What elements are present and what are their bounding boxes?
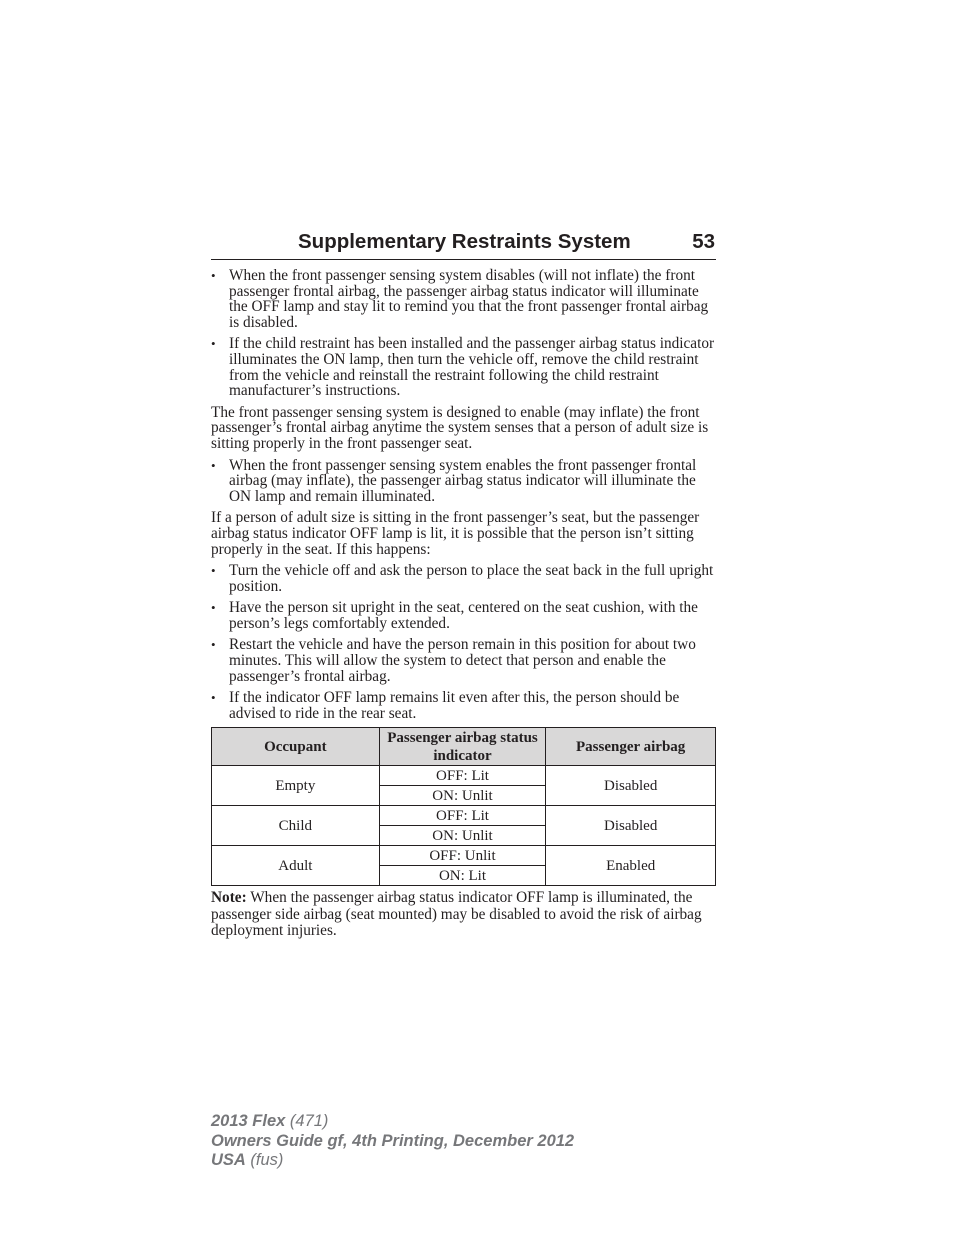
- bullet-icon: •: [211, 268, 216, 283]
- airbag-status-table: [211, 727, 716, 886]
- indicator-cell: OFF: Lit: [379, 806, 546, 826]
- column-header-airbag: Passenger airbag: [546, 728, 716, 766]
- occupant-cell: Empty: [212, 766, 380, 806]
- occupant-cell: Adult: [212, 846, 380, 886]
- bullet-icon: •: [211, 336, 216, 352]
- bullet-icon: •: [211, 637, 216, 653]
- bullet-icon: •: [211, 690, 216, 706]
- table-row: [212, 806, 716, 826]
- bullet-text: Restart the vehicle and have the person remain in this position for about two minutes. This will allow the system to detect that person and enable the passenger’s frontal airbag.: [229, 636, 696, 685]
- bullet-item: [211, 458, 716, 505]
- page-footer: [211, 1112, 574, 1171]
- body-content: [211, 268, 716, 940]
- bullet-item: [211, 637, 716, 684]
- footer-line-model: [211, 1112, 574, 1132]
- note-paragraph: [211, 890, 716, 940]
- footer-market-code: (fus): [245, 1151, 284, 1169]
- bullet-text: Have the person sit upright in the seat, centered on the seat cushion, with the person’s legs comfortably extended.: [229, 599, 698, 632]
- table-row: [212, 766, 716, 786]
- paragraph: If a person of adult size is sitting in the front passenger’s seat, but the passenger airbag status indicator OFF lamp is lit, it is possible that the person isn’t sitting properly in the seat. If this happens:: [211, 509, 700, 558]
- occupant-cell: Child: [212, 806, 380, 846]
- footer-edition: Owners Guide gf, 4th Printing, December 2012: [211, 1131, 575, 1150]
- bullet-text: When the front passenger sensing system disables (will not inflate) the front passenger frontal airbag, the passenger airbag status indicator will illuminate the OFF lamp and stay lit to remind you that the front passenger frontal airbag is disabled.: [229, 267, 709, 331]
- indicator-cell: ON: Unlit: [379, 786, 546, 806]
- bullet-item: [211, 336, 716, 398]
- footer-model: 2013 Flex: [211, 1112, 286, 1130]
- bullet-item: [211, 690, 716, 721]
- column-header-occupant: Occupant: [212, 728, 380, 766]
- page-header: [211, 229, 716, 260]
- bullet-item: [211, 600, 716, 631]
- footer-market: USA: [211, 1151, 246, 1169]
- paragraph: The front passenger sensing system is designed to enable (may inflate) the front passenger’s frontal airbag anytime the system senses that a person of adult size is sitting properly in the front passenger seat.: [211, 403, 709, 452]
- note-text: When the passenger airbag status indicator OFF lamp is illuminated, the passenger side airbag (seat mounted) may be disabled to avoid the risk of airbag deployment injuries.: [211, 889, 702, 940]
- indicator-cell: ON: Unlit: [379, 826, 546, 846]
- section-title: Supplementary Restraints System: [298, 230, 631, 253]
- airbag-cell: Enabled: [546, 846, 716, 886]
- note-label: Note:: [211, 889, 247, 907]
- page-number: 53: [692, 230, 715, 253]
- indicator-cell: ON: Lit: [379, 866, 546, 886]
- airbag-cell: Disabled: [546, 766, 716, 806]
- bullet-text: Turn the vehicle off and ask the person to place the seat back in the full upright position.: [229, 562, 714, 595]
- footer-line-market: [211, 1151, 574, 1171]
- bullet-text: When the front passenger sensing system enables the front passenger frontal airbag (may inflate), the passenger airbag status indicator will illuminate the ON lamp and remain illuminated.: [229, 456, 697, 505]
- airbag-cell: Disabled: [546, 806, 716, 846]
- column-header-indicator: Passenger airbag status indicator: [379, 728, 546, 766]
- table-row: [212, 846, 716, 866]
- bullet-item: [211, 268, 716, 330]
- indicator-cell: OFF: Unlit: [379, 846, 546, 866]
- table-header-row: [212, 728, 716, 766]
- footer-model-code: (471): [285, 1112, 329, 1130]
- bullet-icon: •: [211, 600, 216, 616]
- footer-line-edition: [211, 1132, 574, 1152]
- bullet-icon: •: [211, 563, 216, 579]
- indicator-cell: OFF: Lit: [379, 766, 546, 786]
- bullet-item: [211, 563, 716, 594]
- bullet-text: If the child restraint has been installed and the passenger airbag status indicator illuminates the ON lamp, then turn the vehicle off, remove the child restraint from the vehicle and reinstall the restraint following the child restraint manufacturer’s instructions.: [229, 335, 715, 400]
- bullet-text: If the indicator OFF lamp remains lit even after this, the person should be advised to ride in the rear seat.: [229, 689, 680, 722]
- bullet-icon: •: [211, 457, 216, 473]
